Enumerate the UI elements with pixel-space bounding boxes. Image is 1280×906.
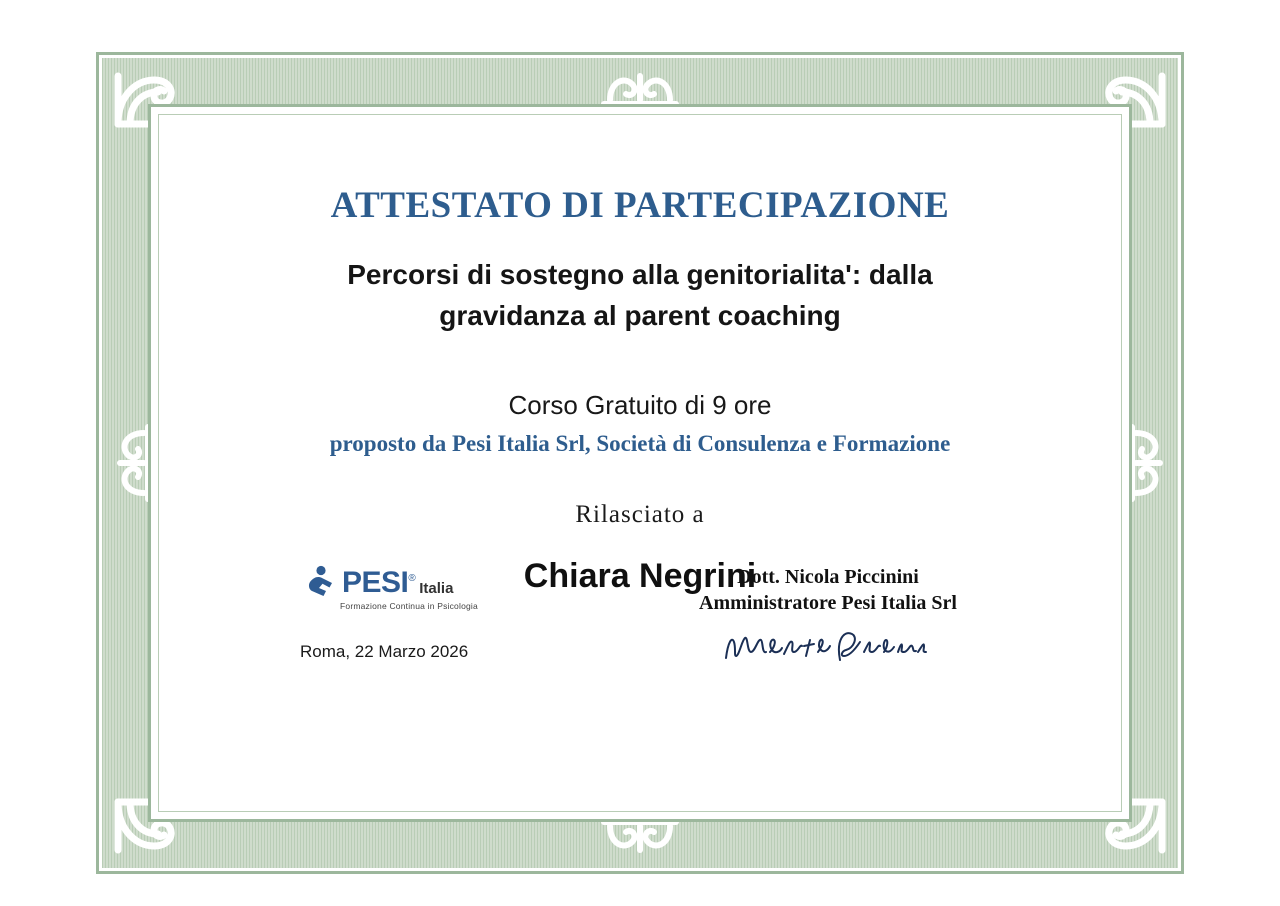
pesi-italia-logo <box>304 564 544 611</box>
course-provider: proposto da Pesi Italia Srl, Società di Consulenza e Formazione <box>329 431 951 457</box>
pesi-figure-icon <box>304 564 338 598</box>
certificate-paper <box>184 140 1096 786</box>
edge-ornament-right-icon <box>1126 413 1170 513</box>
certificate-footer <box>272 564 1008 694</box>
page-title: ATTESTATO DI PARTECIPAZIONE <box>330 185 950 226</box>
logo-wordmark <box>342 568 415 598</box>
course-subtitle: Corso Gratuito di 9 ore <box>508 390 772 421</box>
logo-secondary-text: Italia <box>419 580 454 597</box>
signature-block <box>658 564 998 668</box>
released-to-label: Rilasciato a <box>575 501 705 529</box>
place-and-date: Roma, 22 Marzo 2026 <box>300 642 469 661</box>
certificate-document <box>96 52 1184 874</box>
recipient-name: Chiara Negrini <box>523 557 757 596</box>
edge-ornament-bottom-icon <box>590 816 690 860</box>
signer-name: Dott. Nicola Piccinini <box>737 566 919 588</box>
logo-wordmark-text: PESI <box>342 566 409 599</box>
logo-registered-mark: ® <box>408 573 416 584</box>
handwritten-signature-icon <box>658 622 998 668</box>
course-title: Percorsi di sostegno alla genitorialita': dalla gravidanza al parent coaching <box>347 259 933 331</box>
signer-role: Amministratore Pesi Italia Srl <box>699 592 957 614</box>
logo-tagline: Formazione Continua in Psicologia <box>340 601 478 611</box>
